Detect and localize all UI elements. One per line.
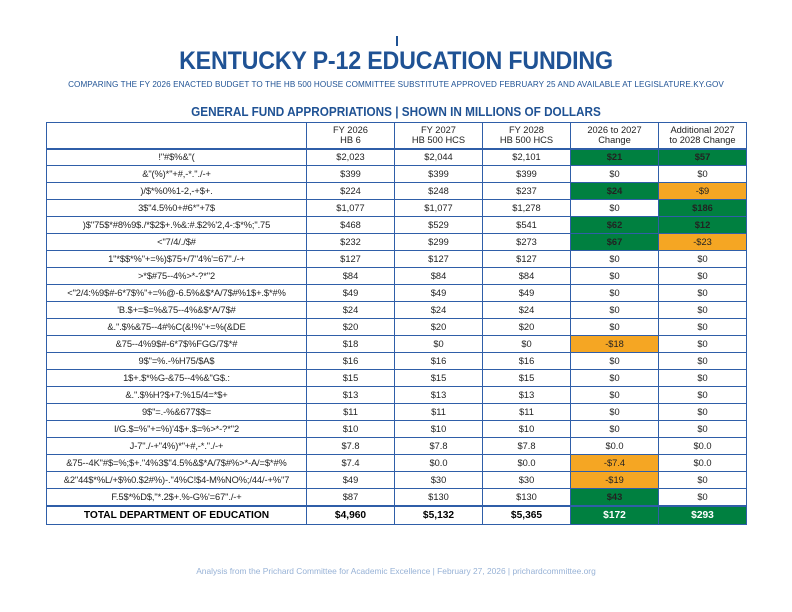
row-label: 1"*$$*%"+=%)$75+/7"4%'=67"./-+ (47, 251, 307, 268)
table-row (47, 404, 747, 421)
cell-fy2028: $7.8 (483, 438, 571, 455)
row-label: 9$"=.-%&677$$= (47, 404, 307, 421)
column-header-change-2026-2027-line2: Change (598, 135, 631, 146)
cell-chg2728: $0 (659, 404, 747, 421)
cell-fy2026: $13 (307, 387, 395, 404)
cell-fy2027: $16 (395, 353, 483, 370)
table-row (47, 217, 747, 234)
row-label: &2"44$*%L/+$%0.$2#%)-."4%C!$4-M%NO%;/44/-+%"7 (47, 472, 307, 489)
cell-fy2026: $16 (307, 353, 395, 370)
page-footer: Analysis from the Prichard Committee for Academic Excellence | February 27, 2026 | prichardcommittee.org (196, 566, 596, 576)
table-row (47, 234, 747, 251)
cell-fy2026: $1,077 (307, 200, 395, 217)
cell-fy2026: $15 (307, 370, 395, 387)
cell-fy2027: $11 (395, 404, 483, 421)
cell-fy2027: $127 (395, 251, 483, 268)
table-row (47, 200, 747, 217)
cell-fy2027: $399 (395, 166, 483, 183)
cell-fy2027: $49 (395, 285, 483, 302)
total-chg2728: $293 (659, 506, 747, 525)
cell-fy2027: $0.0 (395, 455, 483, 472)
table-row (47, 370, 747, 387)
page-subtitle: COMPARING THE FY 2026 ENACTED BUDGET TO THE HB 500 HOUSE COMMITTEE SUBSTITUTE APPROVED FEBRUARY 25 AND AVAILABLE AT LEGISLATURE.KY.GOV (68, 79, 724, 89)
cell-chg2728: $0 (659, 336, 747, 353)
cell-fy2028: $1,278 (483, 200, 571, 217)
column-header-fy2028 (483, 123, 571, 149)
column-header-fy2028-line2: HB 500 HCS (499, 135, 554, 146)
cell-chg2728: $0 (659, 319, 747, 336)
row-label: 'B.$+=$=%&75--4%&$*A/7$# (47, 302, 307, 319)
top-tick-mark (396, 36, 398, 46)
cell-fy2028: $10 (483, 421, 571, 438)
table-row (47, 166, 747, 183)
cell-fy2027: $20 (395, 319, 483, 336)
table-row (47, 183, 747, 200)
cell-fy2028: $0 (483, 336, 571, 353)
cell-chg2627: $0.0 (571, 438, 659, 455)
table-row (47, 489, 747, 506)
cell-chg2728: $0 (659, 166, 747, 183)
cell-fy2027: $2,044 (395, 149, 483, 166)
table-row (47, 149, 747, 166)
row-label: &.".$%&75--4#%C(&!%"+=%(&DE (47, 319, 307, 336)
cell-fy2028: $237 (483, 183, 571, 200)
cell-fy2026: $84 (307, 268, 395, 285)
row-label: F.5$*%D$,"*.2$+.%-G%'=67"./-+ (47, 489, 307, 506)
cell-fy2027: $15 (395, 370, 483, 387)
cell-chg2728: $0.0 (659, 438, 747, 455)
column-header-change-2026-2027 (571, 123, 659, 149)
cell-fy2028: $127 (483, 251, 571, 268)
cell-fy2028: $84 (483, 268, 571, 285)
cell-chg2728: $0 (659, 268, 747, 285)
cell-fy2026: $224 (307, 183, 395, 200)
cell-fy2028: $49 (483, 285, 571, 302)
cell-fy2028: $130 (483, 489, 571, 506)
table-row (47, 336, 747, 353)
table-row (47, 353, 747, 370)
cell-chg2627: $0 (571, 404, 659, 421)
cell-chg2728: $0 (659, 285, 747, 302)
cell-chg2728: $0 (659, 370, 747, 387)
cell-chg2728: $0 (659, 302, 747, 319)
cell-fy2026: $18 (307, 336, 395, 353)
cell-fy2027: $13 (395, 387, 483, 404)
column-header-fy2026-line2: HB 6 (340, 135, 361, 146)
cell-chg2728: $57 (659, 149, 747, 166)
row-label: &75--4K"#$=%;$+."4%3$"4.5%&$*A/7$#%>*-A/=$*#% (47, 455, 307, 472)
table-row (47, 285, 747, 302)
cell-fy2028: $13 (483, 387, 571, 404)
cell-fy2026: $7.4 (307, 455, 395, 472)
table-row (47, 438, 747, 455)
cell-chg2728: $0 (659, 353, 747, 370)
cell-fy2026: $49 (307, 472, 395, 489)
cell-fy2027: $7.8 (395, 438, 483, 455)
cell-fy2027: $30 (395, 472, 483, 489)
row-label: >*$#75--4%>*-?*"2 (47, 268, 307, 285)
cell-fy2026: $20 (307, 319, 395, 336)
cell-chg2627: -$19 (571, 472, 659, 489)
row-label: &"(%)*"+#,-*."./-+ (47, 166, 307, 183)
cell-fy2028: $11 (483, 404, 571, 421)
table-row (47, 455, 747, 472)
total-chg2627: $172 (571, 506, 659, 525)
cell-fy2027: $0 (395, 336, 483, 353)
table-row (47, 472, 747, 489)
table-row (47, 421, 747, 438)
table-row (47, 319, 747, 336)
total-fy2026: $4,960 (307, 506, 395, 525)
cell-chg2627: $21 (571, 149, 659, 166)
row-label: 3$"4.5%0+#6*"+7$ (47, 200, 307, 217)
cell-fy2028: $20 (483, 319, 571, 336)
table-total-row (47, 506, 747, 525)
cell-chg2728: $0 (659, 421, 747, 438)
cell-chg2627: $0 (571, 251, 659, 268)
cell-chg2728: $0 (659, 251, 747, 268)
cell-fy2028: $16 (483, 353, 571, 370)
row-label: 9$"=%.-%H75/$A$ (47, 353, 307, 370)
cell-fy2027: $130 (395, 489, 483, 506)
column-header-fy2028-line1: FY 2028 (509, 124, 544, 135)
funding-table-container (46, 122, 746, 525)
cell-chg2627: $0 (571, 370, 659, 387)
table-row (47, 251, 747, 268)
cell-fy2026: $87 (307, 489, 395, 506)
row-label: 1$+.$*%G-&75--4%&"G$.: (47, 370, 307, 387)
cell-fy2026: $11 (307, 404, 395, 421)
cell-fy2027: $1,077 (395, 200, 483, 217)
cell-fy2027: $24 (395, 302, 483, 319)
row-label: !"#$%&"( (47, 149, 307, 166)
cell-chg2627: $0 (571, 200, 659, 217)
table-header-row (47, 123, 747, 149)
cell-chg2627: $43 (571, 489, 659, 506)
column-header-fy2027-line2: HB 500 HCS (411, 135, 466, 146)
row-label: )/$*%0%1-2,-+$+. (47, 183, 307, 200)
cell-chg2728: -$9 (659, 183, 747, 200)
cell-chg2728: $0 (659, 489, 747, 506)
cell-fy2026: $24 (307, 302, 395, 319)
cell-chg2728: -$23 (659, 234, 747, 251)
cell-fy2026: $127 (307, 251, 395, 268)
cell-chg2627: $0 (571, 268, 659, 285)
total-fy2028: $5,365 (483, 506, 571, 525)
row-label: &.".$%H?$+7:%15/4=*$+ (47, 387, 307, 404)
cell-fy2028: $273 (483, 234, 571, 251)
row-label: <"2/4:%9$#-6*7$%"+=%@-6.5%&$*A/7$#%1$+.$*#% (47, 285, 307, 302)
cell-chg2627: -$7.4 (571, 455, 659, 472)
cell-fy2027: $10 (395, 421, 483, 438)
page-title: KENTUCKY P-12 EDUCATION FUNDING (179, 47, 613, 75)
cell-fy2028: $541 (483, 217, 571, 234)
cell-fy2028: $15 (483, 370, 571, 387)
cell-fy2028: $0.0 (483, 455, 571, 472)
cell-fy2026: $49 (307, 285, 395, 302)
cell-fy2028: $399 (483, 166, 571, 183)
cell-fy2026: $2,023 (307, 149, 395, 166)
section-title: GENERAL FUND APPROPRIATIONS | SHOWN IN MILLIONS OF DOLLARS (191, 105, 601, 119)
column-header-change-2027-2028 (659, 123, 747, 149)
column-header-change-2027-2028-line1: Additional 2027 (670, 124, 735, 135)
cell-fy2028: $24 (483, 302, 571, 319)
cell-chg2627: -$18 (571, 336, 659, 353)
cell-chg2728: $0.0 (659, 455, 747, 472)
row-label: )$"75$*#8%9$./*$2$+.%&:#.$2%'2,4-:$*%;".75 (47, 217, 307, 234)
column-header-change-2027-2028-line2: to 2028 Change (669, 135, 736, 146)
column-header-program (47, 123, 307, 149)
total-fy2027: $5,132 (395, 506, 483, 525)
cell-fy2026: $232 (307, 234, 395, 251)
cell-chg2627: $0 (571, 387, 659, 404)
cell-chg2627: $0 (571, 285, 659, 302)
cell-fy2027: $299 (395, 234, 483, 251)
table-row (47, 302, 747, 319)
cell-chg2627: $0 (571, 353, 659, 370)
cell-fy2026: $468 (307, 217, 395, 234)
column-header-fy2027 (395, 123, 483, 149)
cell-fy2027: $248 (395, 183, 483, 200)
row-label: J-7"./-+"4%)*"+#,-*."./-+ (47, 438, 307, 455)
cell-chg2728: $186 (659, 200, 747, 217)
cell-chg2627: $24 (571, 183, 659, 200)
table-row (47, 387, 747, 404)
cell-fy2028: $30 (483, 472, 571, 489)
row-label: <"7/4/./$# (47, 234, 307, 251)
cell-chg2627: $0 (571, 166, 659, 183)
row-label: I/G.$=%"+=%)'4$+.$=%>*-?*"2 (47, 421, 307, 438)
column-header-change-2026-2027-line1: 2026 to 2027 (587, 124, 642, 135)
cell-chg2728: $0 (659, 472, 747, 489)
column-header-fy2026 (307, 123, 395, 149)
table-header (47, 123, 747, 149)
cell-chg2627: $67 (571, 234, 659, 251)
table-body (47, 149, 747, 525)
cell-chg2627: $0 (571, 302, 659, 319)
cell-fy2026: $7.8 (307, 438, 395, 455)
cell-fy2027: $529 (395, 217, 483, 234)
funding-table (46, 122, 747, 525)
cell-chg2627: $0 (571, 319, 659, 336)
table-row (47, 268, 747, 285)
column-header-fy2026-line1: FY 2026 (333, 124, 368, 135)
row-label: &75--4%9$#-6*7$%FGG/7$*# (47, 336, 307, 353)
cell-chg2728: $12 (659, 217, 747, 234)
column-header-fy2027-line1: FY 2027 (421, 124, 456, 135)
cell-chg2627: $62 (571, 217, 659, 234)
cell-fy2026: $10 (307, 421, 395, 438)
total-label: TOTAL DEPARTMENT OF EDUCATION (47, 506, 307, 525)
cell-fy2026: $399 (307, 166, 395, 183)
cell-chg2728: $0 (659, 387, 747, 404)
cell-fy2028: $2,101 (483, 149, 571, 166)
cell-chg2627: $0 (571, 421, 659, 438)
cell-fy2027: $84 (395, 268, 483, 285)
